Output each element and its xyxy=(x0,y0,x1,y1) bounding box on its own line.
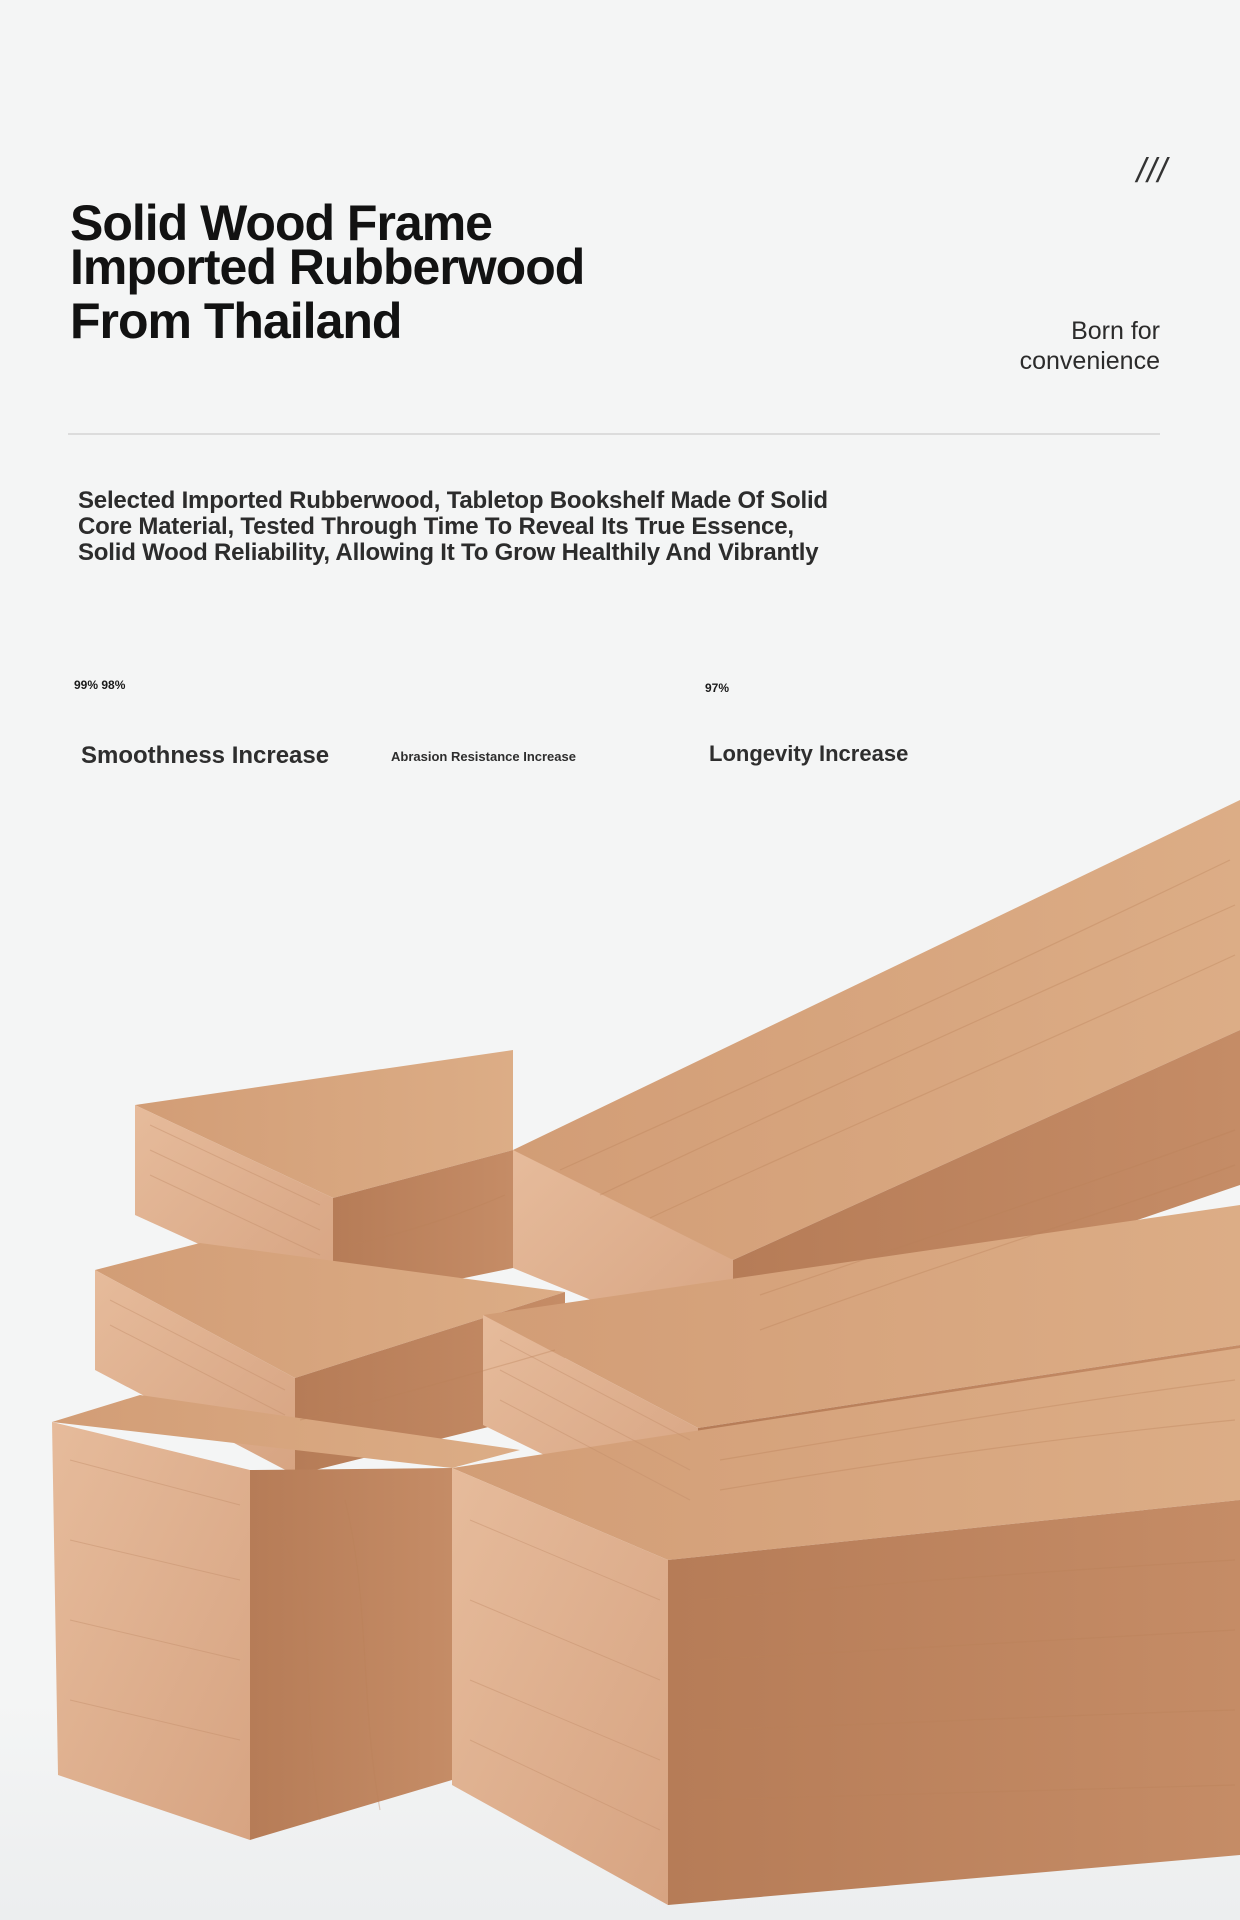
beam-bottom-left-end-face xyxy=(52,1422,250,1840)
beam-bottom-right-side-face xyxy=(668,1500,1240,1905)
title-line-1: Solid Wood Frame xyxy=(70,195,492,251)
title-line-3: From Thailand xyxy=(70,293,402,349)
description-line-2: Core Material, Tested Through Time To Reveal Its True Essence, xyxy=(78,513,794,540)
slash-decoration: /// xyxy=(1136,152,1168,190)
stat-label-abrasion: Abrasion Resistance Increase xyxy=(391,749,576,764)
tagline xyxy=(1020,316,1160,376)
divider xyxy=(68,433,1160,435)
description xyxy=(78,488,878,566)
stat-label-longevity: Longevity Increase xyxy=(709,741,909,766)
description-line-1: Selected Imported Rubberwood, Tabletop Bookshelf Made Of Solid xyxy=(78,487,828,514)
stat-percent-group-1: 99% 98% xyxy=(74,678,126,692)
stat-label-smoothness: Smoothness Increase xyxy=(81,742,330,769)
tagline-line-1: Born for xyxy=(1071,317,1160,345)
description-line-3: Solid Wood Reliability, Allowing It To Grow Healthily And Vibrantly xyxy=(78,539,819,566)
title-line-2: Imported Rubberwood xyxy=(70,239,585,295)
page-title xyxy=(70,195,770,349)
stat-percent-group-2: 97% xyxy=(705,681,730,695)
beam-bottom-left-side-face xyxy=(250,1468,452,1840)
tagline-line-2: convenience xyxy=(1019,347,1160,375)
wood-beams-photo xyxy=(0,780,1240,1920)
